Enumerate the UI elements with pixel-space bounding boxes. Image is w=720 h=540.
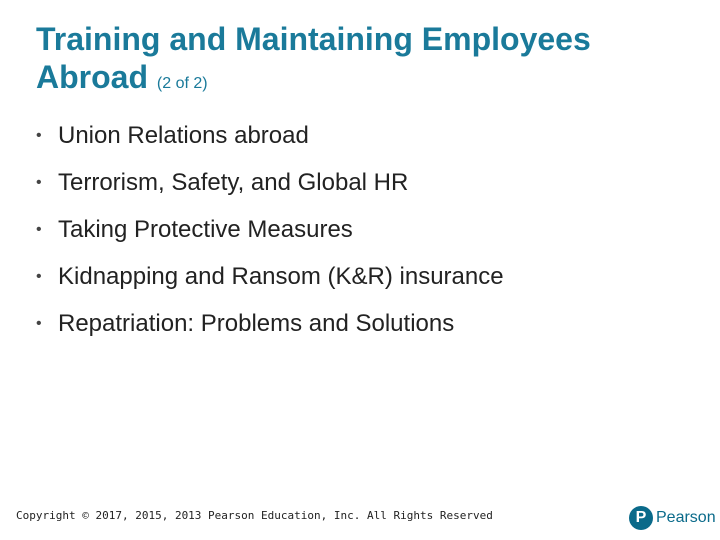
pearson-logo-icon: P — [629, 506, 653, 530]
pearson-logo-text: Pearson — [656, 509, 716, 526]
bullet-icon: • — [36, 315, 42, 332]
bullet-item — [36, 263, 696, 291]
bullet-icon: • — [36, 127, 42, 144]
bullet-item — [36, 122, 696, 150]
bullet-text: Union Relations abroad — [58, 122, 309, 149]
bullet-text: Terrorism, Safety, and Global HR — [58, 169, 409, 196]
bullet-text: Kidnapping and Ransom (K&R) insurance — [58, 263, 504, 290]
bullet-icon: • — [36, 174, 42, 191]
bullet-item — [36, 216, 696, 244]
bullet-icon: • — [36, 221, 42, 238]
bullet-item — [36, 310, 696, 338]
bullet-icon: • — [36, 268, 42, 285]
slide-title — [36, 20, 696, 103]
bullet-item — [36, 169, 696, 197]
copyright-notice: Copyright © 2017, 2015, 2013 Pearson Education, Inc. All Rights Reserved — [16, 509, 493, 522]
bullet-text: Taking Protective Measures — [58, 216, 353, 243]
bullet-list — [36, 122, 696, 357]
pearson-logo — [629, 505, 716, 531]
slide-title-main: Training and Maintaining Employees Abroad — [36, 21, 591, 95]
bullet-text: Repatriation: Problems and Solutions — [58, 310, 455, 337]
slide-title-sub: (2 of 2) — [156, 75, 208, 92]
